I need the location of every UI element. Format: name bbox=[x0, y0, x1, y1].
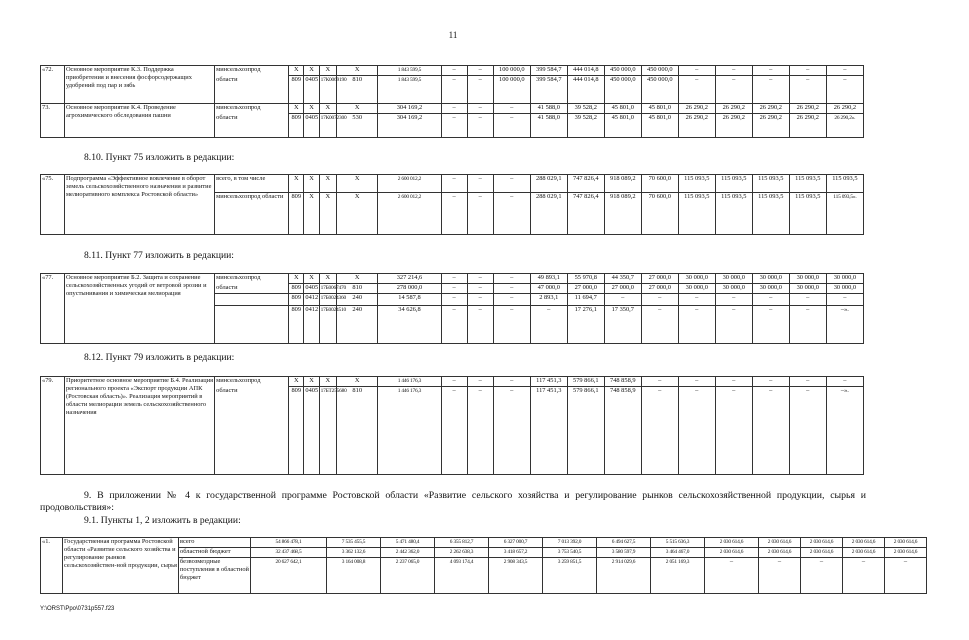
value-cell: 444 014,8 bbox=[567, 66, 604, 76]
value-cell: – bbox=[493, 294, 530, 306]
value-cell: 115 093,5 bbox=[715, 193, 752, 235]
value-cell: 115 093,5 bbox=[826, 175, 863, 193]
value-cell: 30 000,0 bbox=[715, 284, 752, 294]
value-cell: – bbox=[678, 66, 715, 76]
value-cell: 115 093,5». bbox=[826, 193, 863, 235]
value-cell: Х bbox=[337, 274, 378, 284]
footer-file-path: Y:\ORST\Ppo\0731p557.f23 bbox=[40, 606, 115, 612]
value-cell: – bbox=[467, 104, 493, 114]
value-cell: 450 000,0 bbox=[641, 76, 678, 104]
value-cell: 747 826,4 bbox=[567, 175, 604, 193]
value-cell: 6 355 812,7 bbox=[435, 538, 489, 548]
value-cell: 3 164 008,8 bbox=[327, 558, 381, 594]
value-cell: 70 600,0 bbox=[641, 193, 678, 235]
value-cell: Х bbox=[319, 274, 336, 284]
value-cell: 17БT255680 bbox=[319, 387, 336, 475]
value-cell: 39 528,2 bbox=[567, 114, 604, 138]
value-cell: – bbox=[467, 306, 493, 344]
value-cell: 30 000,0 bbox=[789, 274, 826, 284]
value-cell: 0405 bbox=[304, 114, 319, 138]
value-cell: 41 588,0 bbox=[530, 114, 567, 138]
value-cell: 4 093 174,4 bbox=[435, 558, 489, 594]
value-cell: Х bbox=[319, 66, 336, 76]
executor-cell: области bbox=[215, 284, 289, 294]
value-cell: 2 051 169,3 bbox=[651, 558, 705, 594]
table-block-program bbox=[40, 537, 969, 594]
value-cell: 450 000,0 bbox=[604, 76, 641, 104]
value-cell: 7 535 455,5 bbox=[327, 538, 381, 548]
value-cell: – bbox=[826, 66, 863, 76]
value-cell: 17К0072300 bbox=[319, 114, 336, 138]
activity-name-cell: Основное мероприятие К.4. Проведение агрохимического обследования пашни bbox=[64, 104, 214, 138]
table-block-77 bbox=[40, 273, 864, 344]
value-cell: 2 030 614,6 bbox=[885, 538, 927, 548]
value-cell: 809 bbox=[289, 294, 304, 306]
value-cell: – bbox=[759, 558, 801, 594]
activity-name-cell: Приоритетное основное мероприятие Б.4. Реализация регионального проекта «Экспорт продукции АПК (Ростовская область)». Реализация мероприятий в области мелиорации земель сельскохозяйственного назначения bbox=[64, 377, 214, 475]
value-cell: 2 600 012,2 bbox=[378, 175, 441, 193]
value-cell: – bbox=[467, 175, 493, 193]
value-cell: – bbox=[441, 66, 467, 76]
value-cell: – bbox=[467, 387, 493, 475]
value-cell: 450 000,0 bbox=[604, 66, 641, 76]
value-cell: – bbox=[441, 284, 467, 294]
value-cell: Х bbox=[319, 193, 336, 235]
value-cell: – bbox=[530, 306, 567, 344]
table-block-72-73 bbox=[40, 65, 864, 138]
value-cell: 399 584,7 bbox=[530, 66, 567, 76]
value-cell: 26 290,2 bbox=[789, 104, 826, 114]
value-cell: 1 843 599,5 bbox=[378, 76, 441, 104]
value-cell: 27 000,0 bbox=[641, 274, 678, 284]
value-cell: 100 000,0 bbox=[493, 66, 530, 76]
value-cell: 115 093,5 bbox=[752, 175, 789, 193]
value-cell: – bbox=[441, 377, 467, 387]
value-cell: Х bbox=[304, 104, 319, 114]
value-cell: – bbox=[467, 76, 493, 104]
value-cell: 2 030 614,6 bbox=[705, 538, 759, 548]
table-block-79 bbox=[40, 376, 864, 475]
row-number-cell: «77. bbox=[41, 274, 65, 344]
value-cell: 30 000,0 bbox=[715, 274, 752, 284]
value-cell: 748 858,9 bbox=[604, 377, 641, 387]
value-cell: 2 030 614,6 bbox=[759, 548, 801, 558]
value-cell: 115 093,5 bbox=[789, 193, 826, 235]
value-cell: – bbox=[641, 294, 678, 306]
value-cell: 579 866,1 bbox=[567, 377, 604, 387]
value-cell: 2 030 614,6 bbox=[759, 538, 801, 548]
value-cell: 45 801,0 bbox=[641, 114, 678, 138]
value-cell: 2 030 614,6 bbox=[843, 538, 885, 548]
value-cell: – bbox=[493, 193, 530, 235]
value-cell: 41 588,0 bbox=[530, 104, 567, 114]
executor-cell: минсельхозпрод bbox=[215, 377, 289, 387]
value-cell: 450 000,0 bbox=[641, 66, 678, 76]
value-cell: 0412 bbox=[304, 306, 319, 344]
value-cell: 0405 bbox=[304, 387, 319, 475]
value-cell: – bbox=[705, 558, 759, 594]
value-cell: – bbox=[789, 66, 826, 76]
value-cell: – bbox=[752, 306, 789, 344]
executor-cell bbox=[215, 306, 289, 344]
value-cell: 748 858,9 bbox=[604, 387, 641, 475]
instruction-8-11: 8.11. Пункт 77 изложить в редакции: bbox=[84, 250, 234, 261]
value-cell: 26 290,2 bbox=[715, 114, 752, 138]
value-cell: 2 030 614,6 bbox=[885, 548, 927, 558]
value-cell: – bbox=[641, 377, 678, 387]
value-cell: 809 bbox=[289, 193, 304, 235]
value-cell: 918 089,2 bbox=[604, 175, 641, 193]
value-cell: 45 801,0 bbox=[641, 104, 678, 114]
value-cell: 3 464 467,0 bbox=[651, 548, 705, 558]
value-cell: – bbox=[678, 387, 715, 475]
value-cell: Х bbox=[289, 66, 304, 76]
value-cell: Х bbox=[289, 274, 304, 284]
value-cell: – bbox=[715, 377, 752, 387]
value-cell: – bbox=[678, 377, 715, 387]
value-cell: 26 290,2 bbox=[678, 104, 715, 114]
value-cell: –». bbox=[826, 306, 863, 344]
executor-cell: области bbox=[215, 114, 289, 138]
row-number-cell: 73. bbox=[41, 104, 65, 138]
value-cell: Х bbox=[289, 175, 304, 193]
executor-cell: минсельхозпрод bbox=[215, 274, 289, 284]
value-cell: 70 600,0 bbox=[641, 175, 678, 193]
executor-cell: всего bbox=[179, 538, 251, 548]
value-cell: 14 587,8 bbox=[378, 294, 441, 306]
table-row bbox=[41, 104, 864, 114]
value-cell: 26 290,2 bbox=[715, 104, 752, 114]
value-cell: 30 000,0 bbox=[826, 284, 863, 294]
executor-cell: минсельхозпрод bbox=[215, 66, 289, 76]
value-cell: 2 030 614,6 bbox=[705, 548, 759, 558]
value-cell: – bbox=[641, 387, 678, 475]
value-cell: 26 290,2 bbox=[826, 104, 863, 114]
value-cell: 809 bbox=[289, 76, 304, 104]
value-cell: Х bbox=[319, 175, 336, 193]
value-cell: Х bbox=[337, 193, 378, 235]
value-cell: Х bbox=[304, 193, 319, 235]
value-cell: – bbox=[678, 294, 715, 306]
value-cell: 3 362 132,6 bbox=[327, 548, 381, 558]
value-cell: – bbox=[789, 294, 826, 306]
value-cell: Х bbox=[304, 175, 319, 193]
value-cell: 26 290,2 bbox=[789, 114, 826, 138]
value-cell: – bbox=[441, 274, 467, 284]
value-cell: 2 030 614,6 bbox=[801, 548, 843, 558]
executor-cell: областной бюджет bbox=[179, 548, 251, 558]
value-cell: 6 494 627,5 bbox=[597, 538, 651, 548]
value-cell: Х bbox=[337, 66, 378, 76]
value-cell: 5 515 636,3 bbox=[651, 538, 705, 548]
value-cell: – bbox=[715, 76, 752, 104]
executor-cell: области bbox=[215, 387, 289, 475]
executor-cell: минсельхозпрод области bbox=[215, 193, 289, 235]
value-cell: 49 893,1 bbox=[530, 274, 567, 284]
value-cell: 7 013 392,0 bbox=[543, 538, 597, 548]
value-cell: – bbox=[752, 377, 789, 387]
value-cell: – bbox=[678, 306, 715, 344]
value-cell: 2 600 012,2 bbox=[378, 193, 441, 235]
value-cell: 240 bbox=[337, 306, 378, 344]
value-cell: 115 093,5 bbox=[715, 175, 752, 193]
value-cell: – bbox=[441, 76, 467, 104]
value-cell: 1 843 599,5 bbox=[378, 66, 441, 76]
value-cell: 240 bbox=[337, 294, 378, 306]
value-cell: 115 093,5 bbox=[789, 175, 826, 193]
value-cell: 809 bbox=[289, 387, 304, 475]
value-cell: 2 030 614,6 bbox=[801, 538, 843, 548]
paragraph-9: 9. В приложении № 4 к государственной программе Ростовской области «Развитие сельского хозяйства и регулирование рынков сельскохозяйственной продукции, сырья и продовольствия»: bbox=[40, 490, 866, 513]
value-cell: 11 694,7 bbox=[567, 294, 604, 306]
table-row bbox=[41, 66, 864, 76]
value-cell: 1 446 176,3 bbox=[378, 387, 441, 475]
value-cell: Х bbox=[319, 377, 336, 387]
value-cell: 3 259 851,5 bbox=[543, 558, 597, 594]
value-cell: – bbox=[752, 294, 789, 306]
value-cell: 2 442 362,0 bbox=[381, 548, 435, 558]
value-cell: 444 014,8 bbox=[567, 76, 604, 104]
value-cell: 6 327 000,7 bbox=[489, 538, 543, 548]
value-cell: – bbox=[826, 76, 863, 104]
value-cell: – bbox=[493, 274, 530, 284]
value-cell: Х bbox=[337, 377, 378, 387]
value-cell: – bbox=[789, 306, 826, 344]
table-row bbox=[41, 548, 969, 558]
instruction-8-10: 8.10. Пункт 75 изложить в редакции: bbox=[84, 152, 235, 163]
row-number-cell: «72. bbox=[41, 66, 65, 104]
value-cell: – bbox=[441, 294, 467, 306]
value-cell: 2 893,1 bbox=[530, 294, 567, 306]
value-cell: 17 276,1 bbox=[567, 306, 604, 344]
executor-cell bbox=[215, 294, 289, 306]
value-cell: – bbox=[441, 387, 467, 475]
value-cell: 34 626,8 bbox=[378, 306, 441, 344]
value-cell: 30 000,0 bbox=[826, 274, 863, 284]
value-cell: 809 bbox=[289, 114, 304, 138]
value-cell: 27 000,0 bbox=[604, 284, 641, 294]
value-cell: 27 000,0 bbox=[567, 284, 604, 294]
value-cell: 1 446 176,3 bbox=[378, 377, 441, 387]
value-cell: – bbox=[493, 114, 530, 138]
value-cell: 17Б0067470 bbox=[319, 284, 336, 294]
value-cell: 117 451,3 bbox=[530, 377, 567, 387]
value-cell: – bbox=[789, 377, 826, 387]
activity-name-cell: Государственная программа Ростовской области «Развитие сельского хозяйства и регулирование рынков сельскохозяйствен-ной продукции, сырья bbox=[63, 538, 179, 594]
value-cell: 2 908 343,5 bbox=[489, 558, 543, 594]
value-cell: 20 627 642,1 bbox=[251, 558, 327, 594]
value-cell: 327 214,6 bbox=[378, 274, 441, 284]
value-cell: 809 bbox=[289, 306, 304, 344]
table-row bbox=[41, 558, 969, 594]
executor-cell: минсельхозпрод bbox=[215, 104, 289, 114]
table-row bbox=[41, 538, 969, 548]
value-cell: – bbox=[467, 114, 493, 138]
value-cell: 115 093,5 bbox=[678, 175, 715, 193]
value-cell: 100 000,0 bbox=[493, 76, 530, 104]
value-cell: 0412 bbox=[304, 294, 319, 306]
value-cell: 399 584,7 bbox=[530, 76, 567, 104]
value-cell: 26 290,2 bbox=[752, 104, 789, 114]
value-cell: – bbox=[752, 387, 789, 475]
value-cell: – bbox=[467, 294, 493, 306]
value-cell: 47 000,0 bbox=[530, 284, 567, 294]
value-cell: – bbox=[678, 76, 715, 104]
value-cell: 26 290,2». bbox=[826, 114, 863, 138]
value-cell: 747 826,4 bbox=[567, 193, 604, 235]
executor-cell: области bbox=[215, 76, 289, 104]
value-cell: – bbox=[467, 274, 493, 284]
value-cell: – bbox=[789, 387, 826, 475]
value-cell: – bbox=[467, 377, 493, 387]
instruction-8-12: 8.12. Пункт 79 изложить в редакции: bbox=[84, 352, 235, 363]
value-cell: 2 030 614,6 bbox=[843, 548, 885, 558]
value-cell: – bbox=[843, 558, 885, 594]
value-cell: 304 169,2 bbox=[378, 114, 441, 138]
value-cell: 115 093,5 bbox=[752, 193, 789, 235]
value-cell: 3 580 597,9 bbox=[597, 548, 651, 558]
value-cell: 278 000,0 bbox=[378, 284, 441, 294]
executor-cell: всего, в том числе bbox=[215, 175, 289, 193]
value-cell: – bbox=[441, 193, 467, 235]
value-cell: 27 000,0 bbox=[641, 284, 678, 294]
value-cell: Х bbox=[304, 66, 319, 76]
value-cell: 17 350,7 bbox=[604, 306, 641, 344]
value-cell: 288 029,1 bbox=[530, 193, 567, 235]
value-cell: 810 bbox=[337, 387, 378, 475]
value-cell: Х bbox=[304, 274, 319, 284]
value-cell: 55 970,8 bbox=[567, 274, 604, 284]
value-cell: – bbox=[604, 294, 641, 306]
value-cell: Х bbox=[337, 175, 378, 193]
value-cell: 0405 bbox=[304, 76, 319, 104]
value-cell: – bbox=[789, 76, 826, 104]
value-cell: 2 914 029,6 bbox=[597, 558, 651, 594]
value-cell: – bbox=[715, 66, 752, 76]
value-cell: – bbox=[493, 377, 530, 387]
value-cell: – bbox=[441, 104, 467, 114]
table-row bbox=[41, 377, 864, 387]
value-cell: – bbox=[493, 306, 530, 344]
table-block-75 bbox=[40, 174, 864, 235]
value-cell: Х bbox=[289, 104, 304, 114]
value-cell: – bbox=[467, 284, 493, 294]
value-cell: 115 093,5 bbox=[678, 193, 715, 235]
value-cell: 30 000,0 bbox=[678, 284, 715, 294]
value-cell: – bbox=[493, 387, 530, 475]
value-cell: 304 169,2 bbox=[378, 104, 441, 114]
value-cell: – bbox=[801, 558, 843, 594]
value-cell: 288 029,1 bbox=[530, 175, 567, 193]
value-cell: 17К0069190 bbox=[319, 76, 336, 104]
value-cell: 44 350,7 bbox=[604, 274, 641, 284]
value-cell: 809 bbox=[289, 284, 304, 294]
value-cell: 2 237 065,0 bbox=[381, 558, 435, 594]
row-number-cell: «79. bbox=[41, 377, 65, 475]
value-cell: – bbox=[715, 294, 752, 306]
value-cell: 117 451,3 bbox=[530, 387, 567, 475]
value-cell: Х bbox=[304, 377, 319, 387]
value-cell: 3 418 657,2 bbox=[489, 548, 543, 558]
value-cell: 30 000,0 bbox=[752, 274, 789, 284]
value-cell: 0405 bbox=[304, 284, 319, 294]
value-cell: – bbox=[752, 76, 789, 104]
value-cell: – bbox=[493, 175, 530, 193]
row-number-cell: «1. bbox=[41, 538, 63, 594]
value-cell: – bbox=[752, 66, 789, 76]
value-cell: – bbox=[715, 387, 752, 475]
value-cell: 3 753 540,5 bbox=[543, 548, 597, 558]
value-cell: – bbox=[441, 175, 467, 193]
value-cell: 2 262 638,3 bbox=[435, 548, 489, 558]
value-cell: – bbox=[441, 114, 467, 138]
value-cell: – bbox=[441, 306, 467, 344]
page-number: 11 bbox=[448, 30, 458, 40]
value-cell: 32 437 468,5 bbox=[251, 548, 327, 558]
table-row bbox=[41, 175, 864, 193]
value-cell: 530 bbox=[337, 114, 378, 138]
value-cell: Х bbox=[319, 104, 336, 114]
table-row bbox=[41, 274, 864, 284]
value-cell: – bbox=[885, 558, 927, 594]
activity-name-cell: Основное мероприятие Б.2. Защита и сохранение сельскохозяйственных угодий от ветровой эрозии и опустынивания и химическая мелиорация bbox=[64, 274, 214, 344]
value-cell: 39 528,2 bbox=[567, 104, 604, 114]
value-cell: 45 801,0 bbox=[604, 104, 641, 114]
value-cell: 54 866 478,1 bbox=[251, 538, 327, 548]
value-cell: – bbox=[826, 377, 863, 387]
value-cell: 918 089,2 bbox=[604, 193, 641, 235]
value-cell: – bbox=[467, 66, 493, 76]
value-cell: 45 801,0 bbox=[604, 114, 641, 138]
instruction-9-1: 9.1. Пункты 1, 2 изложить в редакции: bbox=[84, 515, 241, 526]
value-cell: –». bbox=[826, 387, 863, 475]
value-cell: 5 471 480,4 bbox=[381, 538, 435, 548]
value-cell: 810 bbox=[337, 76, 378, 104]
activity-name-cell: Подпрограмма «Эффективное вовлечение в оборот земель сельскохозяйственного назначения и развитие мелиоративного комплекса Ростовской области» bbox=[64, 175, 214, 235]
value-cell: – bbox=[641, 306, 678, 344]
value-cell: 30 000,0 bbox=[752, 284, 789, 294]
value-cell: 26 290,2 bbox=[678, 114, 715, 138]
value-cell: 17Б0024510 bbox=[319, 306, 336, 344]
value-cell: – bbox=[493, 284, 530, 294]
value-cell: 30 000,0 bbox=[678, 274, 715, 284]
executor-cell: безвозмездные поступления в областной бюджет bbox=[179, 558, 251, 594]
value-cell: 26 290,2 bbox=[752, 114, 789, 138]
value-cell: 30 000,0 bbox=[789, 284, 826, 294]
value-cell: – bbox=[493, 104, 530, 114]
value-cell: – bbox=[826, 294, 863, 306]
activity-name-cell: Основное мероприятие К.3. Поддержка приобретения и внесения фосфорсодержащих удобрений под пар и зябь bbox=[64, 66, 214, 104]
value-cell: Х bbox=[289, 377, 304, 387]
value-cell: – bbox=[467, 193, 493, 235]
value-cell: 579 866,1 bbox=[567, 387, 604, 475]
value-cell: – bbox=[715, 306, 752, 344]
value-cell: 810 bbox=[337, 284, 378, 294]
value-cell: Х bbox=[337, 104, 378, 114]
row-number-cell: «75. bbox=[41, 175, 65, 235]
value-cell: 17Б0024360 bbox=[319, 294, 336, 306]
